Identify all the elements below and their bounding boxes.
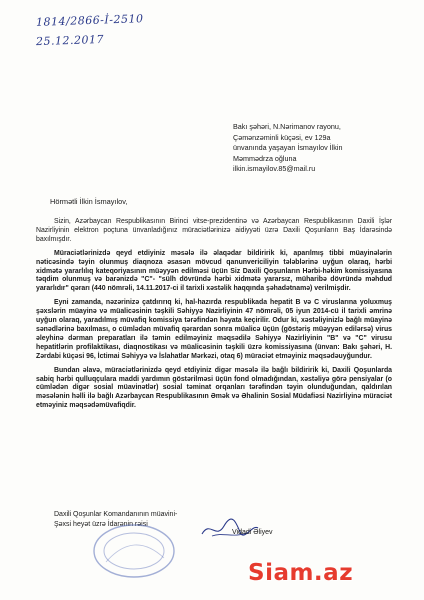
signature-title-line: Şəxsi heyət üzrə İdarənin rəisi bbox=[54, 521, 148, 528]
handwritten-reference-number: 1814/2866-İ-2510 bbox=[35, 12, 144, 29]
letter-body bbox=[36, 218, 392, 416]
address-email: ilkin.ismayilov.85@mail.ru bbox=[233, 164, 316, 174]
official-stamp-icon bbox=[86, 522, 182, 580]
greeting: Hörmətli İlkin İsmayılov, bbox=[50, 197, 128, 206]
signature-title-line: Daxili Qoşunlar Komandanının müavini- bbox=[54, 511, 178, 518]
handwritten-date: 25.12.2017 bbox=[35, 32, 105, 49]
site-watermark: Siam.az bbox=[248, 560, 354, 586]
address-line: ünvanında yaşayan İsmayılov İlkin bbox=[233, 143, 343, 153]
paragraph-social-support: Bundan əlavə, müraciətlərinizdə qeyd etdiyiniz digər məsələ ilə bağlı bildiririk ki, Daxili Qoşunlarda sabiq hərbi qulluqçulara maddi yardımın göstərilməsi üçün fond olmadığından, xəstəliyə görə pensiyalar (o cümlədən digər sosial müavinətlər) sosial təminat orqanları tərəfindən təyin olunduğundan, qaldırılan məsələnin həlli ilə bağlı Azərbaycan Respublikasının Əmək və Əhalinin Sosial Müdafiəsi Nazirliyinə müraciət etməyiniz məqsədəmüvafiqdir. bbox=[36, 366, 392, 410]
paragraph-decision: Müraciətlərinizdə qeyd etdiyiniz məsələ ilə əlaqədar bildiririk ki, aparılmış tibbi müayinələrin nəticəsində təyin olunmuş diaqnoza əsasən mövcud qanunvericiliyin tələblərinə uyğun olaraq, hərbi xidmətə yararlılıq kateqoriyasının müəyyən edilməsi üçün Siz Daxili Qoşunların Hərbi-həkim komissiyasına təqdim olunmuş və barənizdə "C"- "sülh dövründə hərbi xidmətə yararsız, müharibə dövründə məhdud yararlıdır" qərarı (440 nömrəli, 14.11.2017-ci il tarixli xəstəlik haqqında şəhadətnamə) verilmişdir. bbox=[36, 249, 392, 293]
signatory-name: Vidadi Əliyev bbox=[232, 529, 273, 536]
address-line: Bakı şəhəri, N.Nərimanov rayonu, bbox=[233, 122, 341, 131]
paragraph-hepatitis: Eyni zamanda, nəzərinizə çatdırırıq ki, hal-hazırda respublikada hepatit B və C viruslarına yoluxmuş şəxslərin müayinə və müalicəsinin təşkili Səhiyyə Nazirliyinin 47 nömrəli, 05 iyun 2014-cü il tarixli əmrinə uyğun olaraq, yaradılmış müvafiq komissiya tərəfindən həyata keçirilir. Odur ki, xəstəliyinizlə bağlı müayinə sənədlərinə baxılması, o cümlədən müvafiq qərardan sonra müalicə üçün (göstəriş müəyyən edilərsə) virus əleyhinə dərman preparatları ilə təmin edilməyiniz məqsədilə Səhiyyə Nazirliyinin "B" və "C" virusu hepatitlərin profilaktikası, diaqnostikası və müalicəsinin təşkili üzrə komissiyasına (ünvan: Bakı şəhəri, H. Zərdabi küçəsi 96, İctimai Səhiyyə və İslahatlar Mərkəzi, otaq 6) müraciət etməyiniz məqsədəuyğundur. bbox=[36, 299, 392, 360]
paragraph-intro: Sizin, Azərbaycan Respublikasının Birinci vitse-prezidentinə və Azərbaycan Respublikasının Daxili İşlər Nazirliyinin elektron poçtuna ünvanladığınız müraciətlərinizə aidiyyəti üzrə Daxili Qoşunların Baş İdarəsində baxılmışdır. bbox=[36, 218, 392, 243]
address-line: Çəmənzəminli küçəsi, ev 129a bbox=[233, 132, 331, 142]
address-line: Məmmədrza oğluna bbox=[233, 153, 297, 163]
recipient-address-block bbox=[233, 122, 391, 175]
